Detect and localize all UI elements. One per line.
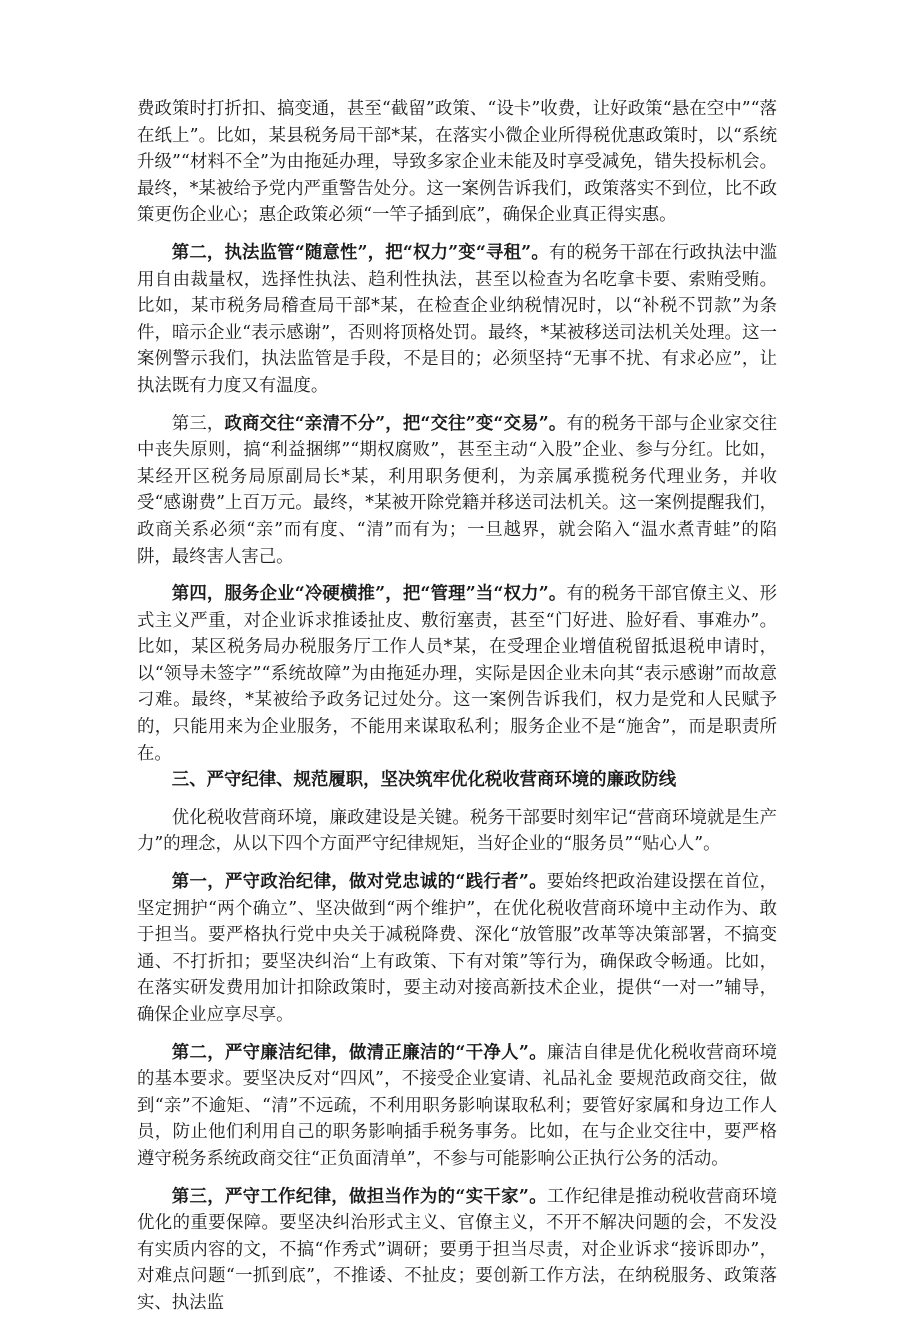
paragraph-enterprise-service (137, 581, 777, 767)
paragraph-law-enforcement (137, 240, 777, 400)
paragraph-integrity-discipline (137, 1040, 777, 1173)
paragraph-text: 有的税务干部与企业家交往中丧失原则，搞“利益捆绑”“期权腐败”，甚至主动“入股”企业、参与分红。比如，某经开区税务局原副局长*某，利用职务便利，为亲属承揽税务代理业务，并收受“感谢费”上百万元。最终，*某被开除党籍并移送司法机关。这一案例提醒我们，政商关系必须“亲”而有度、“清”而有为；一旦越界，就会陷入“温水煮青蛙”的陷阱，最终害人害己。 (137, 413, 777, 567)
paragraph-text: 廉洁自律是优化税收营商环境的基本要求。要坚决反对“四风”，不接受企业宴请、礼品礼金 要规范政商交往，做到“亲”不逾矩、“清”不远疏，不利用职务影响谋取私利；要管好家属和身边工作人员，防止他们利用自己的职务影响插手税务事务。比如，在与企业交往中，要严格遵守税务系统政商交往“正负面清单”，不参与可能影响公正执行公务的活动。 (137, 1042, 777, 1169)
paragraph-section-intro (137, 805, 777, 858)
paragraph-lead: 第三，严守工作纪律，做担当作为的“实干家”。 (171, 1186, 547, 1207)
document-page (137, 96, 777, 1317)
paragraph-text: 有的税务干部官僚主义、形式主义严重，对企业诉求推诿扯皮、敷衍塞责，甚至“门好进、脸好看、事难办”。比如，某区税务局办税服务厅工作人员*某，在受理企业增值税留抵退税申请时，以“领导未签字”“系统故障”为由拖延办理，实际是因企业未向其“表示感谢”而故意刁难。最终，*某被给予政务记过处分。这一案例告诉我们，权力是党和人民赋予的，只能用来为企业服务，不能用来谋取私利；服务企业不是“施舍”，而是职责所在。 (137, 584, 777, 764)
paragraph-political-discipline (137, 869, 777, 1029)
paragraph-lead: 第一，严守政治纪律，做对党忠诚的“践行者”。 (171, 872, 547, 893)
paragraph-text: 优化税收营商环境，廉政建设是关键。税务干部要时刻牢记“营商环境就是生产力”的理念，从以下四个方面严守纪律规矩，当好企业的“服务员”“贴心人”。 (137, 807, 777, 855)
paragraph-policy-implementation (137, 96, 777, 229)
paragraph-lead: 第二，严守廉洁纪律，做清正廉洁的“干净人”。 (171, 1042, 547, 1063)
paragraph-lead: 第四，服务企业“冷硬横推”，把“管理”当“权力”。 (171, 584, 567, 605)
paragraph-text: 有的税务干部在行政执法中滥用自由裁量权，选择性执法、趋利性执法，甚至以检查为名吃拿卡要、索贿受贿。比如，某市税务局稽查局干部*某，在检查企业纳税情况时，以“补税不罚款”为条件，暗示企业“表示感谢”，否则将顶格处罚。最终，*某被移送司法机关处理。这一案例警示我们，执法监管是手段，不是目的；必须坚持“无事不扰、有求必应”，让执法既有力度又有温度。 (137, 242, 777, 396)
paragraph-text: 要始终把政治建设摆在首位，坚定拥护“两个确立”、坚决做到“两个维护”，在优化税收营商环境中主动作为、敢于担当。要严格执行党中央关于减税降费、深化“放管服”改革等决策部署，不搞变通、不打折扣；要坚决纠治“上有政策、下有对策”等行为，确保政令畅通。比如，在落实研发费用加计扣除政策时，要主动对接高新技术企业，提供“一对一”辅导，确保企业应享尽享。 (137, 872, 777, 1025)
paragraph-government-business-relations (137, 411, 777, 571)
paragraph-lead: 政商交往“亲清不分”，把“交往”变“交易”。 (224, 413, 567, 434)
paragraph-text: 工作纪律是推动税收营商环境优化的重要保障。要坚决纠治形式主义、官僚主义，不开不解决问题的会，不发没有实质内容的文，不搞“作秀式”调研；要勇于担当尽责，对企业诉求“接诉即办”，对难点问题“一抓到底”，不推诿、不扯皮；要创新工作方法，在纳税服务、政策落实、执法监 (137, 1186, 777, 1313)
section-heading: 三、严守纪律、规范履职，坚决筑牢优化税收营商环境的廉政防线 (171, 770, 677, 791)
paragraph-lead-plain: 第三， (171, 413, 225, 434)
paragraph-lead: 第二，执法监管“随意性”，把“权力”变“寻租”。 (171, 242, 549, 263)
paragraph-work-discipline (137, 1184, 777, 1317)
paragraph-text: 费政策时打折扣、搞变通，甚至“截留”政策、“设卡”收费，让好政策“悬在空中”“落在纸上”。比如，某县税务局干部*某，在落实小微企业所得税优惠政策时，以“系统升级”“材料不全”为由拖延办理，导致多家企业未能及时享受减免，错失投标机会。最终，*某被给予党内严重警告处分。这一案例告诉我们，政策落实不到位，比不政策更伤企业心；惠企政策必须“一竿子插到底”，确保企业真正得实惠。 (137, 99, 777, 226)
